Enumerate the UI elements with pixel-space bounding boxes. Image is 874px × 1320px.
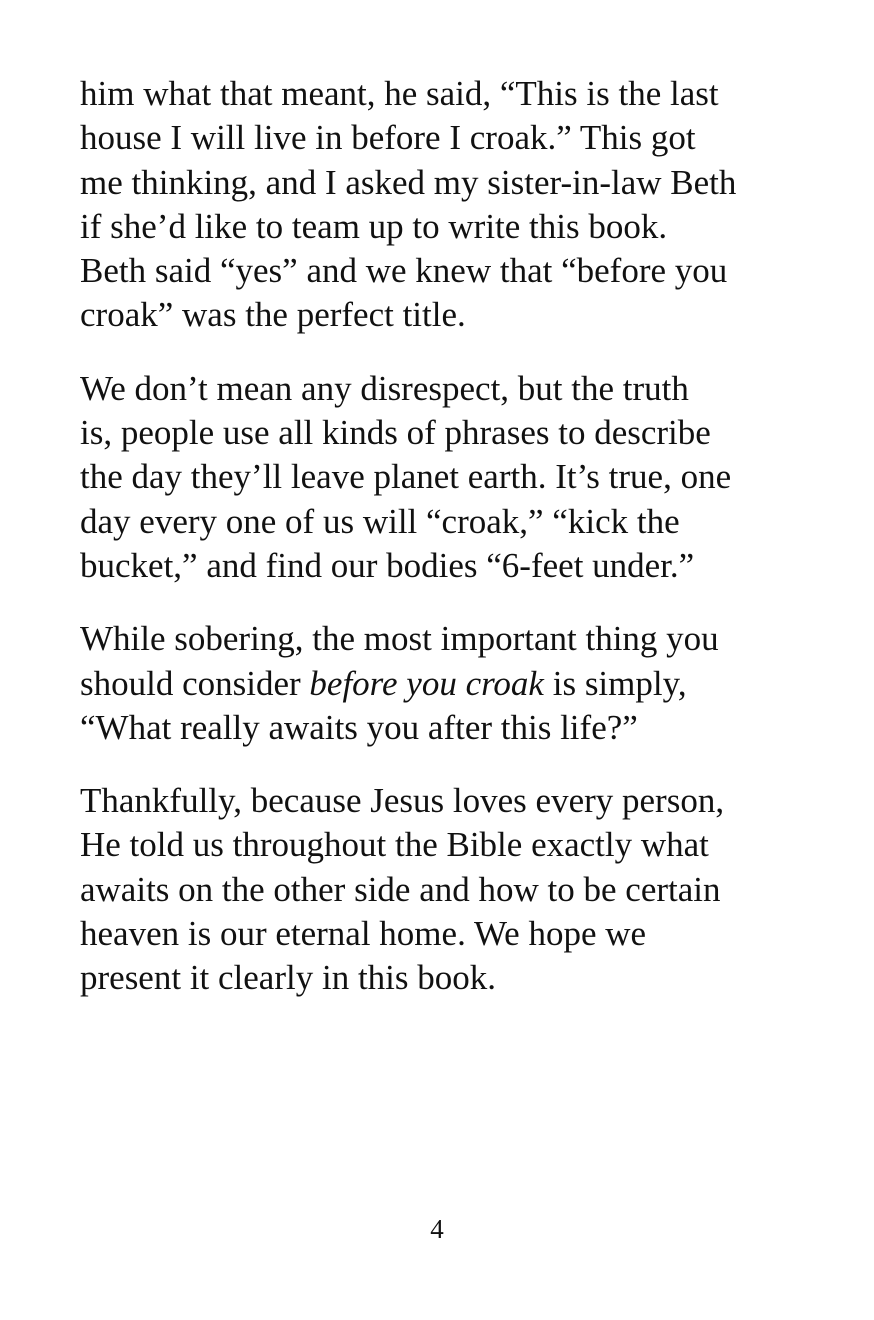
text-line: croak” was the perfect title. <box>80 295 466 335</box>
text-line: heaven is our eternal home. We hope we <box>80 914 647 954</box>
page-number: 4 <box>430 1214 444 1244</box>
paragraph-3 <box>80 617 800 750</box>
text-line: him what that meant, he said, “This is the last <box>80 74 719 113</box>
text-line: He told us throughout the Bible exactly what <box>80 825 709 865</box>
text-line: We don’t mean any disrespect, but the truth <box>80 368 689 408</box>
text-line: day every one of us will “croak,” “kick the <box>80 501 680 541</box>
paragraph-1 <box>80 72 800 338</box>
text-line: is, people use all kinds of phrases to describe <box>80 413 711 453</box>
text-segment: is simply, <box>543 663 687 703</box>
text-line: the day they’ll leave planet earth. It’s true, one <box>80 457 732 497</box>
text-line: Beth said “yes” and we knew that “before you <box>80 251 728 291</box>
text-segment: should consider <box>80 663 310 703</box>
text-line-with-italic <box>80 662 800 706</box>
text-line: if she’d like to team up to write this book. <box>80 206 668 246</box>
text-line: me thinking, and I asked my sister-in-law Beth <box>80 162 737 202</box>
italic-book-title: before you croak <box>309 663 544 703</box>
paragraph-2 <box>80 367 800 588</box>
text-line: present it clearly in this book. <box>80 958 497 998</box>
text-line: Thankfully, because Jesus loves every person, <box>80 781 725 821</box>
page-body <box>80 72 800 1030</box>
text-line: awaits on the other side and how to be certain <box>80 869 721 909</box>
text-line: house I will live in before I croak.” This got <box>80 118 696 158</box>
text-line: While sobering, the most important thing you <box>80 619 719 659</box>
text-line: “What really awaits you after this life?” <box>80 707 638 747</box>
text-line: bucket,” and find our bodies “6-feet under.” <box>80 545 695 585</box>
paragraph-4 <box>80 779 800 1000</box>
